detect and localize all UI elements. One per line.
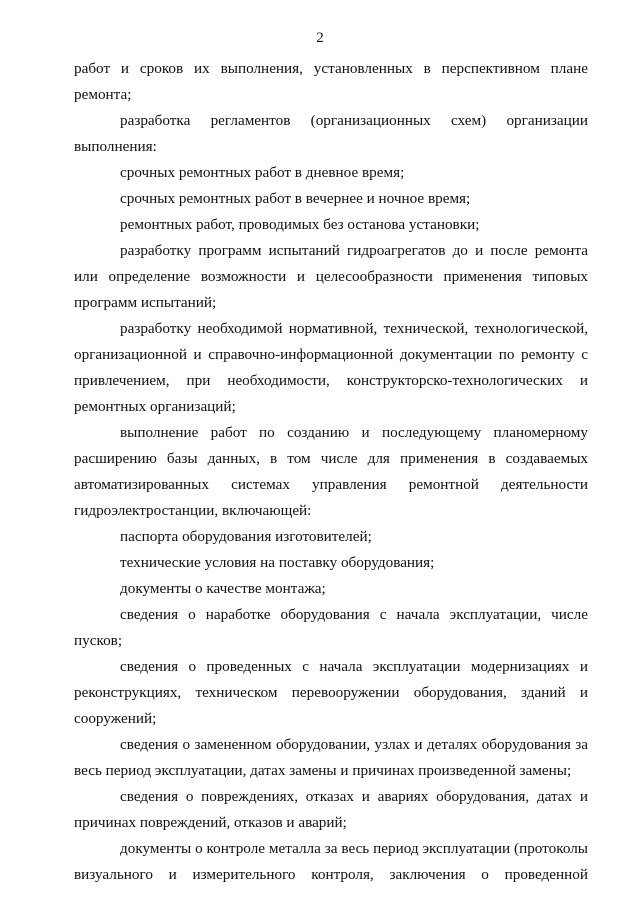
paragraph: паспорта оборудования изготовителей; <box>120 528 372 545</box>
paragraph: срочных ремонтных работ в дневное время; <box>120 164 405 181</box>
paragraph: разработку программ испытаний гидроагрегатов до и после ремонта или определение возможности и целесообразности применения типовых программ испытаний; <box>74 242 588 311</box>
paragraph: технические условия на поставку оборудования; <box>120 554 435 571</box>
paragraph: документы о качестве монтажа; <box>120 580 326 597</box>
paragraph: ремонтных работ, проводимых без останова установки; <box>120 216 480 233</box>
paragraph: разработка регламентов (организационных схем) организации выполнения: <box>74 112 588 155</box>
paragraph: работ и сроков их выполнения, установленных в перспективном плане ремонта; <box>74 60 588 103</box>
paragraph: сведения о повреждениях, отказах и авариях оборудования, датах и причинах повреждений, отказов и аварий; <box>74 788 588 831</box>
paragraph: разработку необходимой нормативной, технической, технологической, организационной и справочно-информационной документации по ремонту с привлечением, при необходимости, конструкторско-технологических и ремонтных организаций; <box>74 320 588 415</box>
paragraph: сведения о проведенных с начала эксплуатации модернизациях и реконструкциях, техническом перевооружении оборудования, зданий и сооружений; <box>74 658 588 727</box>
page-number: 2 <box>316 30 324 46</box>
paragraph: срочных ремонтных работ в вечернее и ночное время; <box>120 190 471 207</box>
paragraph: документы о контроле металла за весь период эксплуатации (протоколы визуального и измерительного контроля, заключения о проведенной <box>74 840 588 883</box>
paragraph: сведения о замененном оборудовании, узлах и деталях оборудования за весь период эксплуатации, датах замены и причинах произведенной замены; <box>74 736 588 779</box>
paragraph: сведения о наработке оборудования с начала эксплуатации, числе пусков; <box>74 606 588 649</box>
paragraph: выполнение работ по созданию и последующему планомерному расширению базы данных, в том числе для применения в создаваемых автоматизированных системах управления ремонтной деятельности гидроэлектростанции, включающей: <box>74 424 588 519</box>
document-body <box>74 56 588 888</box>
